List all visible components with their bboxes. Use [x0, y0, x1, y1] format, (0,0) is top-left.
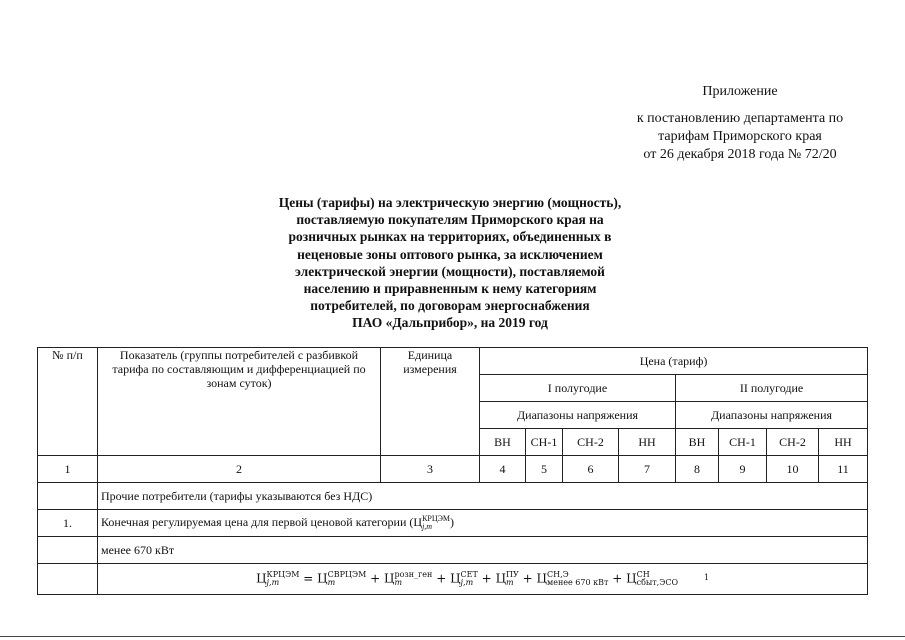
level-nn-1: НН: [619, 429, 676, 456]
col-number-10: 10: [767, 456, 819, 483]
f-lhs-idx: [267, 571, 300, 587]
f-lhs-sub: j,m: [266, 578, 280, 587]
f-t2-sub: m: [394, 578, 403, 587]
f-t5: Ц: [536, 571, 547, 586]
f-eq: =: [303, 571, 314, 586]
f-t5-sub: менее 670 кВт: [546, 578, 609, 587]
f-plus-1: +: [370, 571, 381, 586]
formula-cell: [98, 564, 868, 595]
level-vn-2: ВН: [676, 429, 719, 456]
header-unit: Единица измерения: [381, 348, 480, 456]
header-voltage-2: Диапазоны напряжения: [676, 402, 868, 429]
f-plus-3: +: [481, 571, 492, 586]
annex-block: [620, 84, 860, 164]
f-t6: Ц: [626, 571, 637, 586]
level-sn1-1: СН-1: [526, 429, 563, 456]
col-number-2: 2: [98, 456, 381, 483]
annex-title: Приложение: [702, 84, 778, 99]
section-title: Прочие потребители (тарифы указываются без НДС): [98, 483, 868, 510]
f-t6-sub: сбыт,ЭСО: [636, 578, 679, 587]
row-1-num: 1.: [38, 510, 98, 537]
f-plus-5: +: [612, 571, 623, 586]
header-price: Цена (тариф): [480, 348, 868, 375]
section-num-cell: [38, 483, 98, 510]
header-half-2: II полугодие: [676, 375, 868, 402]
f-t3-idx: [461, 571, 478, 587]
header-voltage-1: Диапазоны напряжения: [480, 402, 676, 429]
subrow-label: менее 670 кВт: [98, 537, 868, 564]
level-nn-2: НН: [819, 429, 868, 456]
title-line-2: поставляемую покупателям Приморского края на: [296, 212, 604, 228]
annex-line-1: к постановлению департамента по: [636, 111, 844, 126]
f-plus-4: +: [522, 571, 533, 586]
price-formula: [101, 571, 864, 587]
title-line-7: потребителей, по договорам энергоснабжения: [310, 298, 590, 314]
f-t2-sup: розн_ген: [394, 570, 433, 579]
f-t1-idx: [328, 571, 367, 587]
level-vn-1: ВН: [480, 429, 526, 456]
tariff-table: [37, 347, 868, 595]
col-number-3: 3: [381, 456, 480, 483]
header-half-1: I полугодие: [480, 375, 676, 402]
row-1-title: [98, 510, 868, 537]
page-bottom-edge: [0, 636, 905, 637]
formula-footnote-mark: 1: [703, 573, 709, 582]
row-1-close: ): [450, 514, 455, 529]
col-number-11: 11: [819, 456, 868, 483]
header-indicator: Показатель (группы потребителей с разбивкой тарифа по составляющим и дифференциацией по зонам суток): [98, 348, 381, 456]
header-num: № п/п: [38, 348, 98, 456]
f-t1-sub: m: [327, 578, 336, 587]
col-number-1: 1: [38, 456, 98, 483]
f-t2-idx: [394, 571, 432, 587]
f-lhs: Ц: [256, 571, 267, 586]
f-t2: Ц: [384, 571, 395, 586]
col-number-5: 5: [526, 456, 563, 483]
title-line-5: электрической энергии (мощности), поставляемой: [295, 263, 605, 279]
formula-num-cell: [38, 564, 98, 595]
f-t3-sub: j,m: [460, 578, 474, 587]
title-line-4: неценовые зоны оптового рынка, за исключением: [297, 246, 603, 262]
f-t1-sup: СВРЦЭМ: [327, 570, 367, 579]
f-lhs-sup: КРЦЭМ: [266, 570, 300, 579]
f-t5-idx: [547, 571, 608, 587]
f-t4-idx: [506, 571, 519, 587]
f-t6-idx: [637, 571, 678, 587]
row-1-sup: КРЦЭМ: [422, 514, 451, 524]
annex-line-2: тарифам Приморского края: [658, 129, 822, 144]
title-line-8: ПАО «Дальприбор», на 2019 год: [352, 315, 548, 331]
document-title: [240, 194, 660, 332]
f-t3-sup: СЕТ: [460, 570, 478, 579]
f-t4: Ц: [495, 571, 507, 586]
col-number-6: 6: [563, 456, 619, 483]
level-sn2-2: СН-2: [767, 429, 819, 456]
f-t1: Ц: [317, 571, 328, 586]
title-line-3: розничных рынках на территориях, объединенных в: [288, 229, 612, 245]
title-line-1: Цены (тарифы) на электрическую энергию (мощность),: [278, 195, 622, 210]
col-number-9: 9: [719, 456, 767, 483]
level-sn1-2: СН-1: [719, 429, 767, 456]
col-number-8: 8: [676, 456, 719, 483]
col-number-4: 4: [480, 456, 526, 483]
row-1-text: Конечная регулируемая цена для первой ценовой категории (Ц: [101, 514, 423, 529]
level-sn2-1: СН-2: [563, 429, 619, 456]
f-plus-2: +: [436, 571, 447, 586]
f-t4-sub: m: [506, 578, 514, 587]
row-1-sub: j,m: [422, 522, 433, 532]
annex-line-3: от 26 декабря 2018 года № 72/20: [643, 147, 837, 162]
row-1-index: [422, 515, 450, 531]
subrow-num-cell: [38, 537, 98, 564]
title-line-6: населению и приравненным к нему категориям: [303, 281, 597, 297]
f-t5-sup: СН,Э: [546, 570, 569, 579]
f-t4-sup: ПУ: [506, 570, 519, 579]
f-t3: Ц: [450, 571, 461, 586]
f-t6-sup: СН: [636, 570, 650, 579]
col-number-7: 7: [619, 456, 676, 483]
